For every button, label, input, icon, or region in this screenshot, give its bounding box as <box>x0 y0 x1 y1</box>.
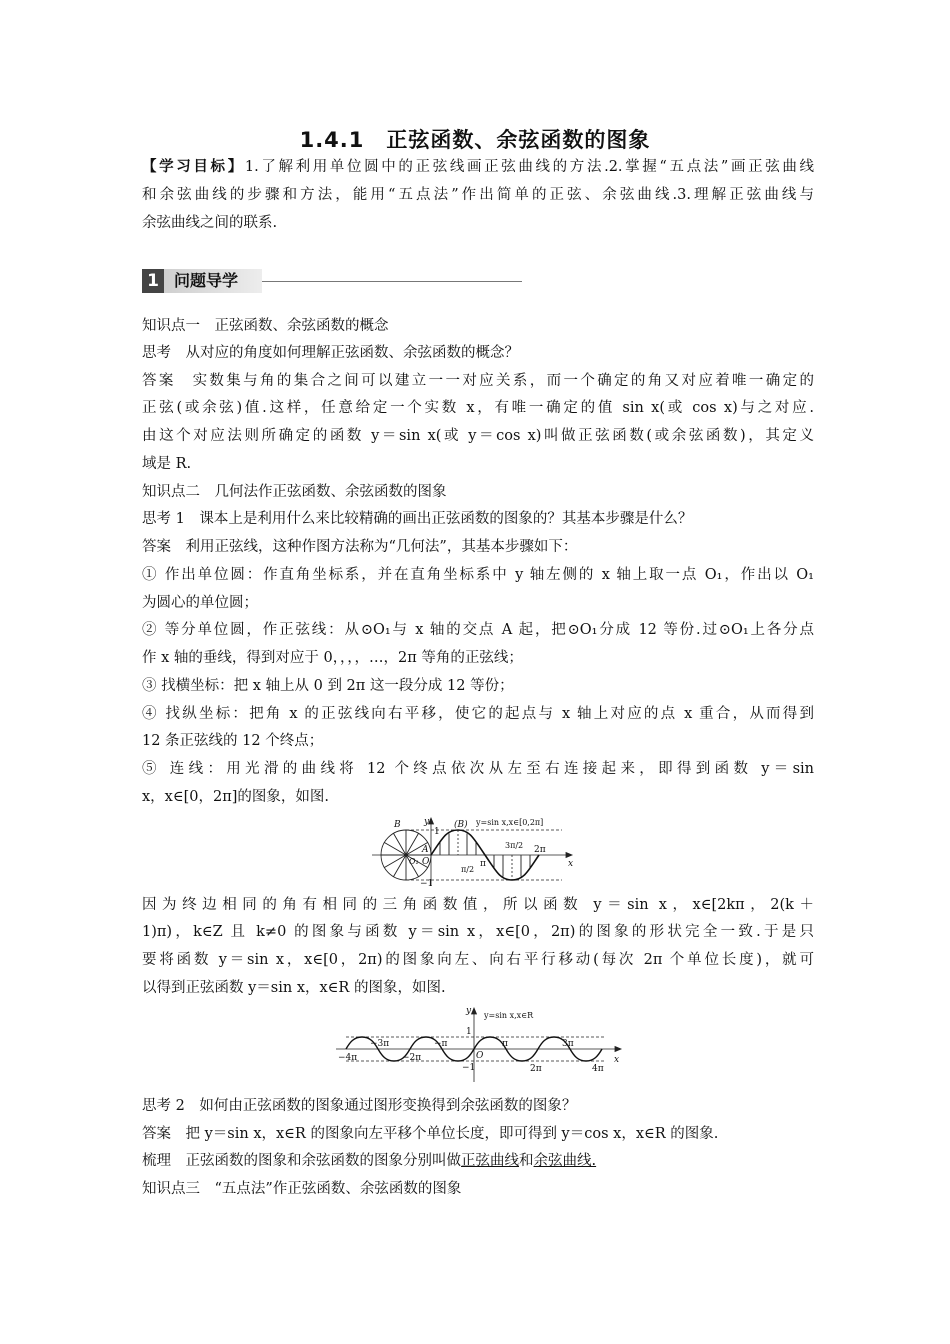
figure-sine-real-line <box>336 1004 624 1084</box>
objectives-text-1: 1.了解利用单位圆中的正弦线画正弦曲线的方法.2.掌握“五点法”画正弦曲线 <box>244 159 815 175</box>
fig1-label: y=sin x,x∈[0,2π] <box>476 818 544 827</box>
kp1-heading: 知识点一 正弦函数、余弦函数的概念 <box>142 318 389 334</box>
kp1-answer-4: 域是 R. <box>142 456 192 472</box>
section-rule <box>262 281 522 282</box>
label-A: A <box>422 845 429 855</box>
label-B-prime: (B) <box>454 820 468 830</box>
objectives-line-1 <box>142 157 814 177</box>
kp1-think: 思考 从对应的角度如何理解正弦函数、余弦函数的概念？ <box>142 345 519 361</box>
section-header <box>142 269 522 293</box>
kp2-step-1b: 为圆心的单位圆； <box>142 595 258 611</box>
label-one: 1 <box>434 827 440 837</box>
kp1-answer-1: 答案 实数集与角的集合之间可以建立一一对应关系，而一个确定的角又对应着唯一确定的 <box>142 373 814 389</box>
label-y: y <box>424 817 430 827</box>
tick-neg-4pi: −4π <box>338 1053 358 1063</box>
kp2-think-1: 思考 1 课本上是利用什么来比较精确的画出正弦函数的图象的？其基本步骤是什么？ <box>142 511 693 527</box>
kp2-step-1a: ① 作出单位圆：作直角坐标系，并在直角坐标系中 y 轴左侧的 x 轴上取一点 O₁，作出以 O₁ <box>142 567 814 583</box>
summary-term-cosine: 余弦曲线. <box>533 1153 597 1169</box>
kp2-step-4a: ④ 找纵坐标：把角 x 的正弦线向右平移，使它的起点与 x 轴上对应的点 x 重合，从而得到 <box>142 706 814 722</box>
kp3-heading: 知识点三 “五点法”作正弦函数、余弦函数的图象 <box>142 1181 462 1197</box>
page-title: 1.4.1 正弦函数、余弦函数的图象 <box>299 128 651 152</box>
section-number: 1 <box>142 269 164 293</box>
label-3pi-over-2: 3π/2 <box>505 841 524 850</box>
label-neg-one: −1 <box>420 879 434 889</box>
kp1-answer-2: 正弦(或余弦)值.这样，任意给定一个实数 x，有唯一确定的值 sin x(或 cos x)与之对应. <box>142 400 814 416</box>
kp2-summary <box>142 1151 814 1171</box>
kp2-step-2b: 作 x 轴的垂线，得到对应于 0，，，，…，2π 等角的正弦线； <box>142 650 523 666</box>
kp2-para-4: 以得到正弦函数 y＝sin x，x∈R 的图象，如图. <box>142 980 446 996</box>
kp2-think-2: 思考 2 如何由正弦函数的图象通过图形变换得到余弦函数的图象？ <box>142 1098 577 1114</box>
kp2-answer-2: 答案 把 y＝sin x，x∈R 的图象向左平移个单位长度，即可得到 y＝cos x，x∈R 的图象. <box>142 1126 719 1142</box>
kp2-answer: 答案 利用正弦线，这种作图方法称为“几何法”，其基本步骤如下： <box>142 539 578 555</box>
objectives-line-3: 余弦曲线之间的联系. <box>142 215 278 231</box>
tick-pi: π <box>502 1039 508 1049</box>
label-y: y <box>466 1006 472 1016</box>
tick-3pi: 3π <box>562 1039 574 1049</box>
tick-neg-3pi: −3π <box>370 1039 390 1049</box>
label-O: O <box>476 1051 484 1061</box>
summary-term-sine: 正弦曲线 <box>461 1153 519 1169</box>
label-2pi: 2π <box>534 845 546 855</box>
label-pi-over-2: π/2 <box>461 865 475 874</box>
label-one: 1 <box>466 1027 472 1037</box>
kp2-step-5b: x，x∈[0，2π]的图象，如图. <box>142 789 329 805</box>
kp2-para-2: 1)π)，k∈Z 且 k≠0 的图象与函数 y＝sin x，x∈[0，2π)的图象的形状完全一致.于是只 <box>142 924 814 940</box>
kp2-para-3: 要将函数 y＝sin x，x∈[0，2π)的图象向左、向右平行移动(每次 2π 个单位长度)，就可 <box>142 952 814 968</box>
kp2-step-5a: ⑤ 连线：用光滑的曲线将 12 个终点依次从左至右连接起来，即得到函数 y＝sin <box>142 761 814 777</box>
label-neg-one: −1 <box>462 1063 476 1073</box>
kp2-step-4b: 12 条正弦线的 12 个终点； <box>142 733 324 749</box>
label-O1: O₁ <box>409 857 419 866</box>
kp2-step-3: ③ 找横坐标：把 x 轴上从 0 到 2π 这一段分成 12 等份； <box>142 678 514 694</box>
tick-2pi: 2π <box>530 1064 542 1074</box>
tick-4pi: 4π <box>592 1064 604 1074</box>
kp2-heading: 知识点二 几何法作正弦函数、余弦函数的图象 <box>142 484 447 500</box>
label-x: x <box>568 859 574 869</box>
kp2-para-1: 因为终边相同的角有相同的三角函数值，所以函数 y＝sin x，x∈[2kπ，2(k＋ <box>142 897 814 913</box>
kp1-answer-3: 由这个对应法则所确定的函数 y＝sin x(或 y＝cos x)叫做正弦函数(或余弦函数)，其定义 <box>142 428 814 444</box>
tick-neg-pi: −π <box>434 1039 448 1049</box>
objectives-line-2: 和余弦曲线的步骤和方法，能用“五点法”作出简单的正弦、余弦曲线.3.理解正弦曲线与 <box>142 187 814 203</box>
section-title: 问题导学 <box>174 271 239 290</box>
fig2-label: y=sin x,x∈R <box>484 1011 534 1020</box>
label-O: O <box>422 857 430 867</box>
kp2-step-2a: ② 等分单位圆，作正弦线：从⊙O₁与 x 轴的交点 A 起，把⊙O₁分成 12 等份.过⊙O₁上各分点 <box>142 622 814 638</box>
objectives-tag: 【学习目标】 <box>142 159 245 175</box>
label-pi: π <box>480 859 486 869</box>
label-B: B <box>394 820 401 830</box>
tick-neg-2pi: −2π <box>402 1053 422 1063</box>
figure-sine-unit-circle <box>372 814 588 890</box>
label-x: x <box>614 1055 620 1065</box>
summary-and: 和 <box>519 1153 534 1169</box>
summary-text: 梳理 正弦函数的图象和余弦函数的图象分别叫做 <box>142 1153 461 1169</box>
